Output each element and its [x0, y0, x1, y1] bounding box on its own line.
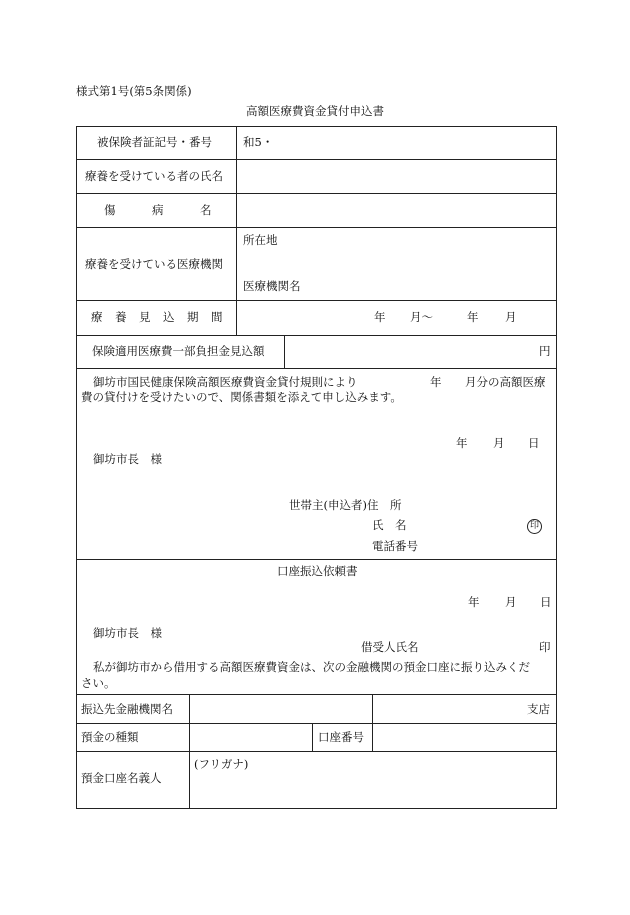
insurance-number-value[interactable]: 和5・ [243, 135, 274, 149]
col-divider [372, 694, 373, 723]
transfer-text-line1: 私が御坊市から借用する高額医療費資金は、次の金融機関の預金口座に振り込みくだ [93, 660, 530, 674]
period-label-char: 見 [139, 310, 151, 324]
application-date-day: 日 [528, 436, 540, 450]
table-border [76, 126, 557, 127]
patient-name-field[interactable] [240, 162, 554, 190]
application-text-line2: 費の貸付けを受けたいので、関係書類を添えて申し込みます。 [81, 390, 402, 404]
period-year-2: 年 [467, 310, 479, 324]
application-text-line1a: 御坊市国民健康保険高額医療費資金貸付規則により [93, 375, 358, 389]
householder-address-label: 世帯主(申込者)住 所 [289, 498, 402, 512]
page-title: 高額医療費資金貸付申込書 [246, 104, 384, 118]
borrower-name-label: 借受人氏名 [361, 640, 419, 654]
branch-label: 支店 [527, 702, 550, 716]
period-month-2: 月 [505, 310, 517, 324]
seal-mark: 印 [527, 519, 542, 534]
disease-label-char: 傷 [104, 203, 116, 217]
furigana-label: (フリガナ) [194, 757, 249, 771]
insurance-number-label: 被保険者証記号・番号 [97, 135, 212, 149]
transfer-date-day: 日 [540, 595, 552, 609]
table-border [76, 126, 77, 809]
burden-label: 保険適用医療費一部負担金見込額 [92, 344, 265, 358]
account-type-field[interactable] [192, 726, 310, 749]
form-number: 様式第1号(第5条関係) [76, 84, 192, 98]
account-number-field[interactable] [375, 726, 554, 749]
col-divider [236, 126, 237, 335]
patient-name-label: 療養を受けている者の氏名 [85, 169, 223, 183]
col-divider [189, 694, 190, 808]
period-label-char: 療 [91, 310, 103, 324]
col-divider [312, 723, 313, 751]
application-addressee: 御坊市長 様 [93, 452, 162, 466]
account-type-label: 預金の種類 [81, 730, 139, 744]
period-label-char: 込 [163, 310, 175, 324]
row-divider [76, 300, 557, 301]
disease-name-field[interactable] [240, 196, 554, 224]
transfer-date-month: 月 [505, 595, 517, 609]
period-month-1: 月〜 [410, 310, 433, 324]
phone-label: 電話番号 [372, 539, 418, 553]
disease-label-char: 病 [152, 203, 164, 217]
account-holder-field[interactable] [192, 776, 554, 806]
institution-name-label: 医療機関名 [243, 279, 301, 293]
col-divider [372, 723, 373, 751]
row-divider [76, 694, 557, 695]
application-date-year: 年 [456, 436, 468, 450]
table-border [76, 808, 557, 809]
period-label-char: 期 [187, 310, 199, 324]
account-number-label: 口座番号 [318, 730, 364, 744]
application-date-month: 月 [493, 436, 505, 450]
bank-name-field[interactable] [192, 697, 370, 721]
disease-label-char: 名 [200, 203, 212, 217]
transfer-addressee: 御坊市長 様 [93, 626, 162, 640]
burden-unit: 円 [539, 344, 551, 358]
bank-name-label: 振込先金融機関名 [81, 702, 173, 716]
borrower-seal: 印 [539, 640, 551, 654]
transfer-heading: 口座振込依頼書 [277, 564, 358, 578]
table-border [556, 126, 557, 809]
row-divider [76, 335, 557, 336]
row-divider [76, 559, 557, 560]
row-divider [76, 751, 557, 752]
row-divider [76, 368, 557, 369]
row-divider [76, 193, 557, 194]
application-text-year: 年 [430, 375, 442, 389]
application-text-line1b: 月分の高額医療 [465, 375, 546, 389]
period-label-char: 間 [211, 310, 223, 324]
row-divider [76, 227, 557, 228]
period-label-char: 養 [115, 310, 127, 324]
period-year-1: 年 [374, 310, 386, 324]
account-holder-label: 預金口座名義人 [81, 771, 162, 785]
row-divider [76, 159, 557, 160]
institution-label: 療養を受けている医療機関 [85, 257, 223, 271]
transfer-date-year: 年 [468, 595, 480, 609]
row-divider [76, 723, 557, 724]
location-label: 所在地 [243, 233, 278, 247]
transfer-text-line2: さい。 [81, 676, 116, 690]
col-divider [284, 335, 285, 368]
applicant-name-label: 氏 名 [372, 518, 407, 532]
